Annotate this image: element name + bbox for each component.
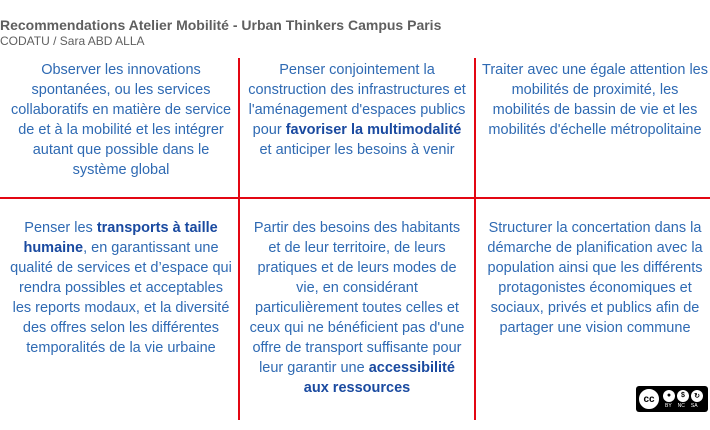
cc-by-icon: ● bbox=[663, 390, 675, 402]
grid-divider-horizontal bbox=[0, 197, 710, 199]
recommendation-emphasis: accessibilité aux ressources bbox=[303, 360, 455, 396]
cc-label-nc: NC bbox=[677, 402, 685, 409]
creative-commons-badge bbox=[636, 386, 708, 412]
recommendation-text bbox=[482, 60, 708, 140]
cc-license-icons bbox=[663, 390, 703, 409]
grid-divider-vertical-1 bbox=[238, 58, 240, 420]
cc-label-by: BY bbox=[665, 402, 672, 409]
recommendation-segment: Penser les bbox=[24, 220, 97, 236]
recommendation-text bbox=[8, 218, 234, 358]
recommendation-emphasis: transports à taille humaine bbox=[23, 220, 218, 256]
page-title: Recommendations Atelier Mobilité - Urban Thinkers Campus Paris bbox=[0, 17, 442, 33]
recommendation-segment: Partir des besoins des habitants et de leur territoire, de leurs pratiques et de leurs modes de vie, en considérant particulièrement toutes celles et ceux qui ne bénéficient pas d'une offre de transport suffisante pour leur garantir une bbox=[249, 220, 465, 376]
recommendation-segment: Structurer la concertation dans la démarche de planification avec la population ainsi que les différents protagonistes économiques et sociaux, privés et publics afin de partager une vision commune bbox=[487, 220, 703, 336]
recommendation-cell bbox=[246, 60, 468, 160]
recommendation-text bbox=[8, 60, 234, 180]
recommendation-text bbox=[246, 218, 468, 398]
recommendation-cell bbox=[246, 218, 468, 398]
grid-divider-vertical-2 bbox=[474, 58, 476, 420]
header bbox=[0, 17, 441, 49]
cc-license-labels bbox=[663, 403, 703, 409]
recommendation-segment: et anticiper les besoins à venir bbox=[259, 142, 455, 158]
recommendation-segment: Observer les innovations spontanées, ou les services collaboratifs en matière de service de et à la mobilité et les intégrer autant que possible dans le système global bbox=[10, 62, 232, 178]
page-subtitle: CODATU / Sara ABD ALLA bbox=[0, 34, 145, 48]
recommendation-cell bbox=[482, 60, 708, 140]
recommendation-segment: Traiter avec une égale attention les mobilités de proximité, les mobilités de bassin de vie et les mobilités d'échelle métropolitaine bbox=[482, 62, 708, 138]
recommendation-cell bbox=[482, 218, 708, 338]
recommendation-text bbox=[482, 218, 708, 338]
recommendations-grid bbox=[0, 58, 710, 420]
cc-icon-row bbox=[663, 390, 703, 402]
cc-label-sa: SA bbox=[690, 402, 698, 409]
recommendation-segment: , en garantissant une qualité de services et d’espace qui rendra possibles et acceptables les reports modaux, et la diversité des offres selon les différentes temporalités de la vie urbaine bbox=[10, 240, 232, 356]
recommendation-segment: Penser conjointement la construction des infrastructures et l'aménagement d'espaces publics pour bbox=[248, 62, 466, 138]
cc-sa-icon: ↻ bbox=[691, 390, 703, 402]
recommendation-text bbox=[246, 60, 468, 160]
cc-logo-icon: cc bbox=[639, 389, 659, 409]
recommendation-cell bbox=[8, 218, 234, 358]
cc-nc-icon: $ bbox=[677, 390, 689, 402]
recommendation-emphasis: favoriser la multimodalité bbox=[285, 122, 462, 138]
recommendation-cell bbox=[8, 60, 234, 180]
